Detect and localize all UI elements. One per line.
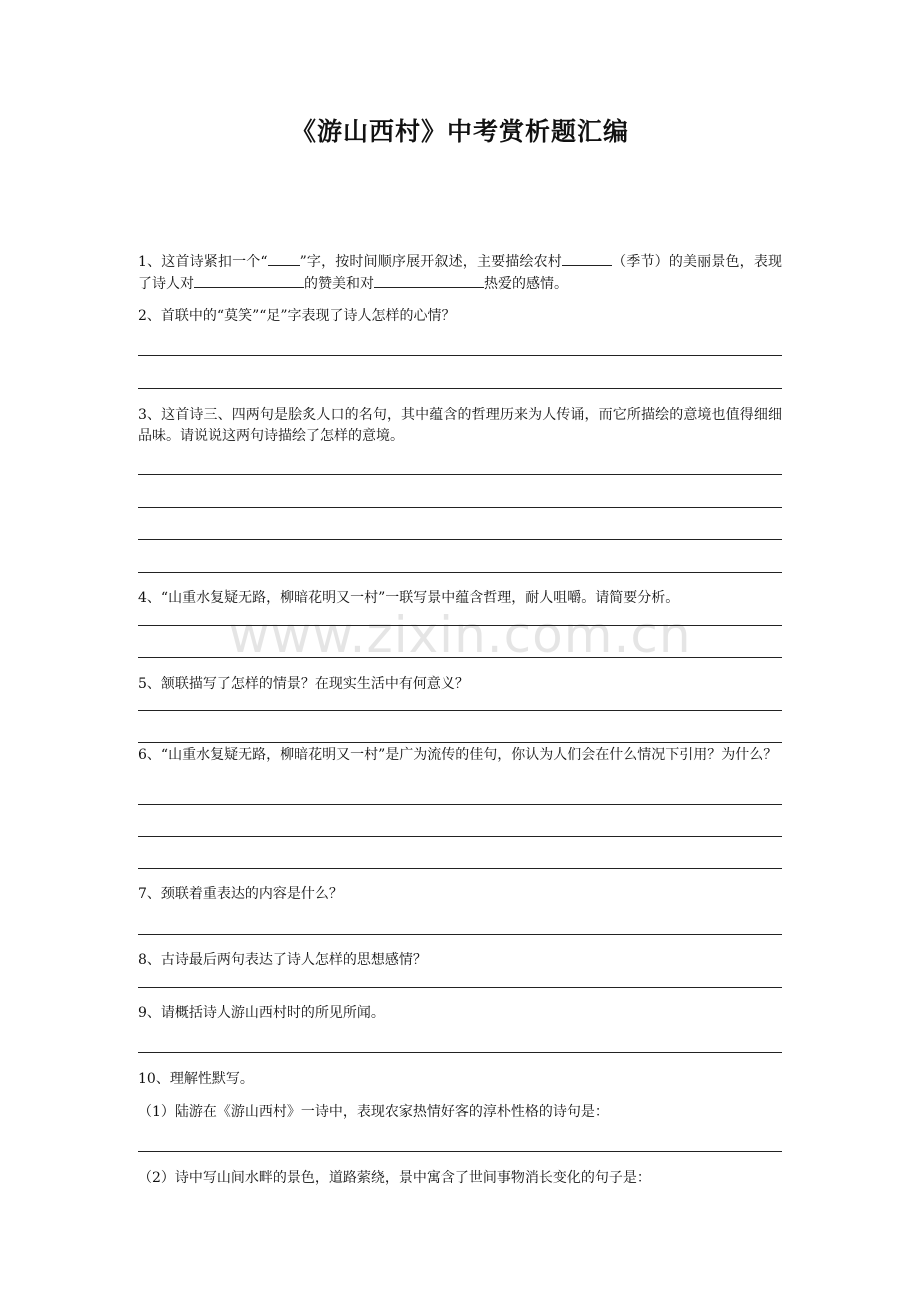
- question-10-part-1: （1）陆游在《游山西村》一诗中，表现农家热情好客的淳朴性格的诗句是：: [138, 1104, 609, 1120]
- answer-line[interactable]: [138, 868, 782, 869]
- q1-blank-season[interactable]: [562, 251, 612, 266]
- question-8: 8、古诗最后两句表达了诗人怎样的思想感情？: [138, 952, 427, 968]
- answer-line[interactable]: [138, 355, 782, 356]
- answer-line[interactable]: [138, 507, 782, 508]
- answer-line[interactable]: [138, 625, 782, 626]
- answer-line[interactable]: [138, 572, 782, 573]
- question-2: 2、首联中的“莫笑”“足”字表现了诗人怎样的心情？: [138, 308, 456, 324]
- question-5: 5、颔联描写了怎样的情景？在现实生活中有何意义？: [138, 676, 469, 692]
- question-3: 3、这首诗三、四两句是脍炙人口的名句，其中蕴含的哲理历来为人传诵，而它所描绘的意境也值得细细品味。请说说这两句诗描绘了怎样的意境。: [138, 407, 782, 444]
- answer-line[interactable]: [138, 987, 782, 988]
- question-10: 10、理解性默写。: [138, 1071, 254, 1087]
- question-10-part-2: （2）诗中写山间水畔的景色，道路萦绕，景中寓含了世间事物消长变化的句子是：: [138, 1170, 651, 1186]
- answer-line[interactable]: [138, 710, 782, 711]
- page-title: 《游山西村》中考赏析题汇编: [290, 117, 629, 146]
- q1-blank-3[interactable]: [194, 273, 304, 288]
- question-9: 9、请概括诗人游山西村时的所见所闻。: [138, 1005, 385, 1021]
- answer-line[interactable]: [138, 539, 782, 540]
- q1-text-4: 的赞美和对: [304, 276, 374, 292]
- watermark: www.zixin.com.cn: [228, 606, 692, 664]
- question-6: 6、“山重水复疑无路，柳暗花明又一村”是广为流传的佳句，你认为人们会在什么情况下引用？为什么？: [138, 747, 778, 763]
- answer-line[interactable]: [138, 804, 782, 805]
- question-7: 7、颈联着重表达的内容是什么？: [138, 886, 343, 902]
- q1-text-1: 1、这首诗紧扣一个“: [138, 254, 268, 270]
- answer-line[interactable]: [138, 388, 782, 389]
- answer-line[interactable]: [138, 934, 782, 935]
- question-1: [138, 251, 782, 295]
- answer-line[interactable]: [138, 742, 782, 743]
- answer-line[interactable]: [138, 1052, 782, 1053]
- answer-line[interactable]: [138, 657, 782, 658]
- answer-line[interactable]: [138, 1151, 782, 1152]
- q1-text-3: （季节）的美丽景色，表现了诗人对: [138, 254, 782, 292]
- q1-text-2: ”字，按时间顺序展开叙述，主要描绘农村: [299, 254, 562, 270]
- answer-line[interactable]: [138, 836, 782, 837]
- q1-blank-4[interactable]: [374, 273, 484, 288]
- q1-blank-1[interactable]: [268, 251, 300, 266]
- question-4: 4、“山重水复疑无路，柳暗花明又一村”一联写景中蕴含哲理，耐人咀嚼。请简要分析。: [138, 590, 680, 606]
- answer-line[interactable]: [138, 474, 782, 475]
- q1-text-5: 热爱的感情。: [484, 276, 568, 292]
